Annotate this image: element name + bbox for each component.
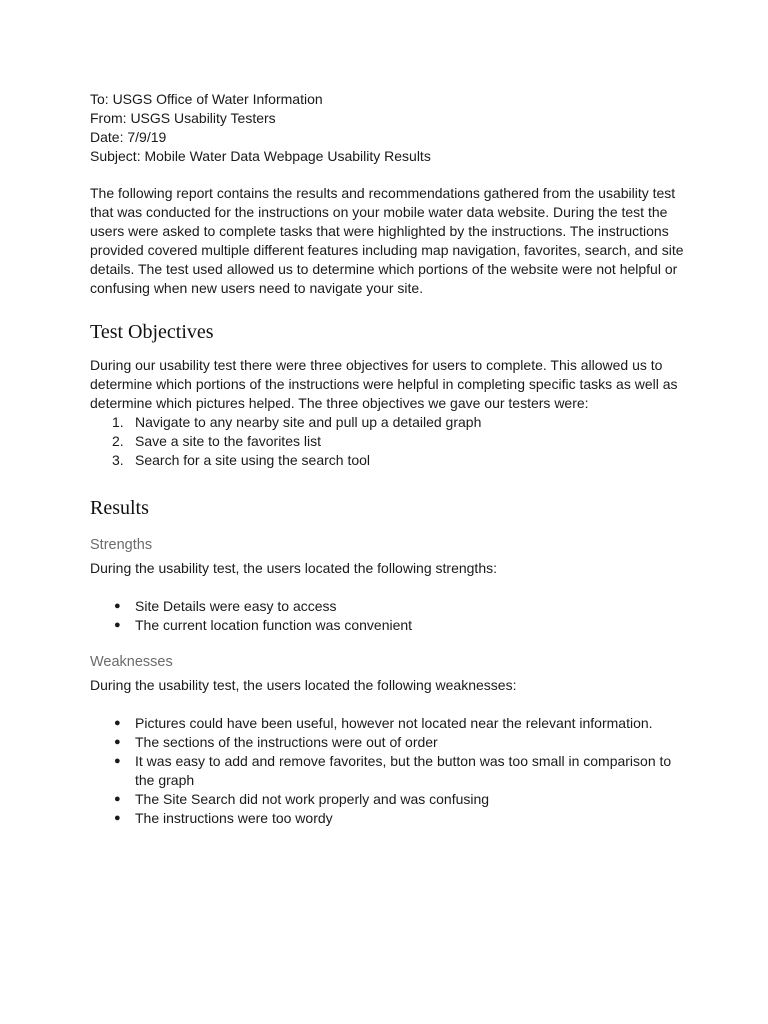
subheading-weaknesses: Weaknesses — [90, 654, 173, 670]
list-item-text: the graph — [135, 772, 195, 788]
strengths-list — [90, 597, 690, 635]
list-item — [90, 714, 690, 733]
bullet-icon: ● — [114, 736, 121, 748]
list-item — [90, 809, 690, 828]
intro-line: provided covered multiple different features including map navigation, favorites, search, and site — [90, 242, 684, 258]
list-item-text: It was easy to add and remove favorites, but the button was too small in comparison to — [135, 753, 672, 769]
bullet-icon: ● — [114, 600, 121, 612]
list-item — [90, 413, 690, 432]
list-item-text: Navigate to any nearby site and pull up a detailed graph — [135, 414, 482, 430]
list-item — [90, 597, 690, 616]
strengths-intro: During the usability test, the users located the following strengths: — [90, 560, 497, 576]
list-item — [90, 432, 690, 451]
bullet-icon: ● — [114, 812, 121, 824]
list-item-text: Pictures could have been useful, however not located near the relevant information. — [135, 715, 653, 731]
list-item — [90, 616, 690, 635]
memo-date: Date: 7/9/19 — [90, 129, 167, 145]
list-number: 1. — [112, 414, 124, 430]
objectives-line: determine which pictures helped. The three objectives we gave our testers were: — [90, 395, 589, 411]
intro-line: that was conducted for the instructions on your mobile water data website. During the test the — [90, 204, 668, 220]
intro-line: details. The test used allowed us to determine which portions of the website were not helpful or — [90, 261, 678, 277]
list-item-text: The Site Search did not work properly and was confusing — [135, 791, 490, 807]
objectives-line: determine which portions of the instructions were helpful in completing specific tasks as well as — [90, 376, 678, 392]
weaknesses-list — [90, 714, 690, 828]
list-item — [90, 451, 690, 470]
memo-header — [90, 90, 690, 166]
list-item — [90, 733, 690, 752]
intro-line: The following report contains the results and recommendations gathered from the usability test — [90, 185, 676, 201]
list-item-text: The sections of the instructions were out of order — [135, 734, 438, 750]
list-item-text: The current location function was convenient — [135, 617, 413, 633]
memo-from: From: USGS Usability Testers — [90, 110, 276, 126]
list-item-text: The instructions were too wordy — [135, 810, 333, 826]
intro-paragraph — [90, 184, 690, 298]
bullet-icon: ● — [114, 755, 121, 767]
memo-to: To: USGS Office of Water Information — [90, 91, 323, 107]
intro-line: confusing when new users need to navigate your site. — [90, 280, 424, 296]
list-item — [90, 752, 690, 790]
list-item-text: Search for a site using the search tool — [135, 452, 371, 468]
list-item — [90, 790, 690, 809]
bullet-icon: ● — [114, 619, 121, 631]
weaknesses-intro: During the usability test, the users located the following weaknesses: — [90, 677, 517, 693]
document-page — [90, 90, 690, 828]
list-item-text: Save a site to the favorites list — [135, 433, 321, 449]
intro-line: users were asked to complete tasks that were highlighted by the instructions. The instructions — [90, 223, 669, 239]
memo-subject: Subject: Mobile Water Data Webpage Usability Results — [90, 148, 431, 164]
subheading-strengths: Strengths — [90, 537, 153, 553]
list-number: 3. — [112, 452, 124, 468]
bullet-icon: ● — [114, 793, 121, 805]
objectives-list — [90, 413, 690, 470]
objectives-paragraph — [90, 356, 690, 413]
objectives-line: During our usability test there were three objectives for users to complete. This allowed us to — [90, 357, 663, 373]
list-number: 2. — [112, 433, 124, 449]
list-item-text: Site Details were easy to access — [135, 598, 337, 614]
bullet-icon: ● — [114, 717, 121, 729]
section-heading-test-objectives: Test Objectives — [90, 321, 214, 343]
section-heading-results: Results — [90, 497, 149, 519]
